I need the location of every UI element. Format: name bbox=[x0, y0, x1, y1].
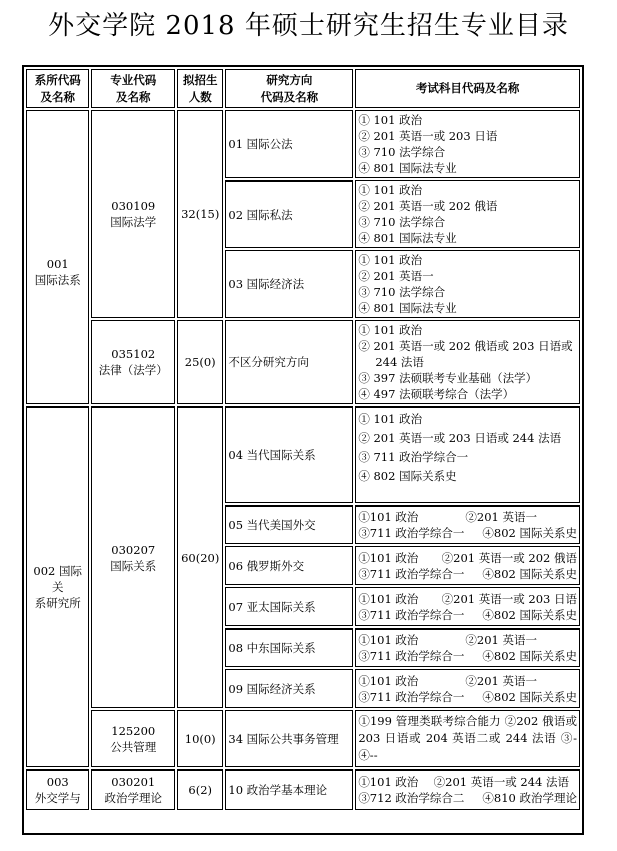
exam-line: ① 101 政治 bbox=[358, 253, 423, 267]
exam-item: ③711 政治学综合一 bbox=[358, 526, 465, 540]
exam-line: ④ 801 国际法专业 bbox=[358, 231, 457, 245]
exam-text: ①199 管理类联考综合能力 ②202 俄语或 203 日语或 204 英语二或 244 法语 ③-④-- bbox=[358, 714, 577, 762]
header-dept bbox=[26, 69, 89, 108]
header-major-line1: 专业代码 bbox=[110, 72, 157, 87]
exam-item: ④802 国际关系史 bbox=[482, 607, 577, 622]
exam-item: ③711 政治学综合一 bbox=[358, 607, 465, 622]
exam-line: ② 201 英语一或 203 日语 bbox=[358, 129, 498, 143]
direction-cell: 06 俄罗斯外交 bbox=[225, 546, 353, 585]
exam-item: ②201 英语一 bbox=[465, 633, 537, 647]
direction-cell: 04 当代国际关系 bbox=[225, 406, 353, 503]
exam-line: ③ 710 法学综合 bbox=[358, 215, 446, 229]
exam-item: ②201 英语一或 244 法语 bbox=[433, 775, 569, 789]
dept-name: 系研究所 bbox=[34, 596, 81, 610]
table-row bbox=[26, 320, 580, 404]
major-cell bbox=[91, 710, 175, 767]
major-name: 公共管理 bbox=[110, 739, 157, 754]
exam-item: ①101 政治 bbox=[358, 633, 419, 647]
dept-name: 国际法系 bbox=[34, 273, 81, 287]
exam-item: ②201 英语一或 203 日语 bbox=[441, 591, 577, 606]
dept-cell bbox=[26, 769, 89, 810]
exam-cell bbox=[355, 669, 580, 708]
exam-cell bbox=[355, 250, 580, 318]
exam-line: ② 201 英语一或 202 俄语或 203 日语或 bbox=[358, 339, 573, 353]
header-dept-line1: 系所代码 bbox=[34, 72, 81, 87]
quota-cell: 60(20) bbox=[177, 406, 223, 708]
major-name: 国际关系 bbox=[110, 558, 157, 573]
header-exam: 考试科目代码及名称 bbox=[355, 69, 580, 108]
exam-line: ① 101 政治 bbox=[358, 113, 423, 127]
exam-item: ②201 英语一 bbox=[465, 510, 537, 524]
dept-name: 外交学与 bbox=[34, 791, 81, 805]
exam-item: ④810 政治学理论 bbox=[482, 791, 577, 805]
table-row bbox=[26, 769, 580, 810]
dept-code: 001 bbox=[46, 257, 69, 271]
exam-item: ①101 政治 bbox=[358, 550, 419, 565]
direction-cell: 08 中东国际关系 bbox=[225, 628, 353, 667]
exam-line: ③ 397 法硕联考专业基础（法学） bbox=[358, 371, 538, 385]
exam-item: ④802 国际关系史 bbox=[482, 526, 577, 540]
header-quota bbox=[177, 69, 223, 108]
direction-cell: 不区分研究方向 bbox=[225, 320, 353, 404]
exam-item: ③711 政治学综合一 bbox=[358, 649, 465, 663]
dept-code: 002 国际关 bbox=[33, 564, 83, 594]
exam-cell bbox=[355, 587, 580, 626]
exam-cell bbox=[355, 320, 580, 404]
direction-cell: 02 国际私法 bbox=[225, 180, 353, 248]
dept-cell bbox=[26, 406, 89, 767]
exam-cell bbox=[355, 628, 580, 667]
exam-line: ④ 802 国际关系史 bbox=[358, 469, 457, 483]
quota-cell: 32(15) bbox=[177, 110, 223, 318]
dept-cell bbox=[26, 110, 89, 404]
header-direction-line1: 研究方向 bbox=[266, 72, 313, 87]
exam-line: ① 101 政治 bbox=[358, 323, 423, 337]
header-quota-line1: 拟招生 bbox=[182, 72, 218, 87]
major-name: 政治学理论 bbox=[104, 791, 162, 805]
exam-line: ③ 710 法学综合 bbox=[358, 145, 446, 159]
header-major-line2: 及名称 bbox=[116, 89, 151, 104]
table-row bbox=[26, 110, 580, 178]
header-quota-line2: 人数 bbox=[188, 89, 212, 104]
header-direction-line2: 代码及名称 bbox=[260, 89, 319, 104]
exam-item: ②201 英语一或 202 俄语 bbox=[441, 550, 577, 565]
exam-item: ①101 政治 bbox=[358, 510, 419, 524]
direction-cell: 05 当代美国外交 bbox=[225, 505, 353, 544]
exam-cell bbox=[355, 710, 580, 767]
header-direction bbox=[225, 69, 353, 108]
exam-cell bbox=[355, 180, 580, 248]
major-code: 030207 bbox=[111, 542, 156, 557]
exam-line: 244 法语 bbox=[375, 355, 424, 369]
major-code: 030109 bbox=[111, 199, 156, 213]
header-major bbox=[91, 69, 175, 108]
exam-line: ③ 710 法学综合 bbox=[358, 285, 446, 299]
exam-item: ①101 政治 bbox=[358, 591, 419, 606]
exam-cell bbox=[355, 110, 580, 178]
exam-item: ③711 政治学综合一 bbox=[358, 689, 465, 704]
table-row bbox=[26, 710, 580, 767]
exam-line: ④ 801 国际法专业 bbox=[358, 301, 457, 315]
exam-line: ④ 801 国际法专业 bbox=[358, 161, 457, 175]
exam-line: ② 201 英语一或 202 俄语 bbox=[358, 199, 498, 213]
major-cell bbox=[91, 110, 175, 318]
table-row bbox=[26, 406, 580, 503]
exam-item: ①101 政治 bbox=[358, 673, 419, 688]
major-cell bbox=[91, 320, 175, 404]
header-row bbox=[26, 69, 580, 108]
major-code: 125200 bbox=[111, 723, 156, 738]
major-cell bbox=[91, 769, 175, 810]
dept-code: 003 bbox=[46, 775, 69, 789]
exam-line: ② 201 英语一 bbox=[358, 269, 434, 283]
major-code: 030201 bbox=[111, 775, 156, 789]
exam-cell bbox=[355, 505, 580, 544]
major-name: 国际法学 bbox=[110, 215, 157, 229]
header-dept-line2: 及名称 bbox=[40, 89, 75, 104]
major-code: 035102 bbox=[111, 347, 156, 361]
direction-cell: 07 亚太国际关系 bbox=[225, 587, 353, 626]
exam-item: ④802 国际关系史 bbox=[482, 566, 577, 581]
exam-line: ① 101 政治 bbox=[358, 412, 423, 426]
exam-line: ① 101 政治 bbox=[358, 183, 423, 197]
quota-cell: 6(2) bbox=[177, 769, 223, 810]
direction-cell: 01 国际公法 bbox=[225, 110, 353, 178]
exam-item: ①101 政治 bbox=[358, 775, 419, 789]
exam-line: ③ 711 政治学综合一 bbox=[358, 450, 469, 464]
exam-line: ④ 497 法硕联考综合（法学） bbox=[358, 387, 515, 401]
quota-cell: 25(0) bbox=[177, 320, 223, 404]
major-name: 法律（法学） bbox=[98, 363, 168, 377]
direction-cell: 09 国际经济关系 bbox=[225, 669, 353, 708]
exam-item: ④802 国际关系史 bbox=[482, 649, 577, 663]
direction-cell: 34 国际公共事务管理 bbox=[225, 710, 353, 767]
exam-cell bbox=[355, 769, 580, 810]
exam-line: ② 201 英语一或 203 日语或 244 法语 bbox=[358, 431, 562, 445]
major-cell bbox=[91, 406, 175, 708]
exam-cell bbox=[355, 406, 580, 503]
direction-cell: 03 国际经济法 bbox=[225, 250, 353, 318]
exam-item: ②201 英语一 bbox=[465, 673, 537, 688]
quota-cell: 10(0) bbox=[177, 710, 223, 767]
direction-cell: 10 政治学基本理论 bbox=[225, 769, 353, 810]
exam-cell bbox=[355, 546, 580, 585]
exam-item: ③711 政治学综合一 bbox=[358, 566, 465, 581]
program-catalog-table bbox=[24, 67, 582, 812]
page-title: 外交学院 2018 年硕士研究生招生专业目录 bbox=[48, 11, 569, 41]
exam-item: ④802 国际关系史 bbox=[482, 689, 577, 704]
exam-item: ③712 政治学综合二 bbox=[358, 791, 465, 805]
